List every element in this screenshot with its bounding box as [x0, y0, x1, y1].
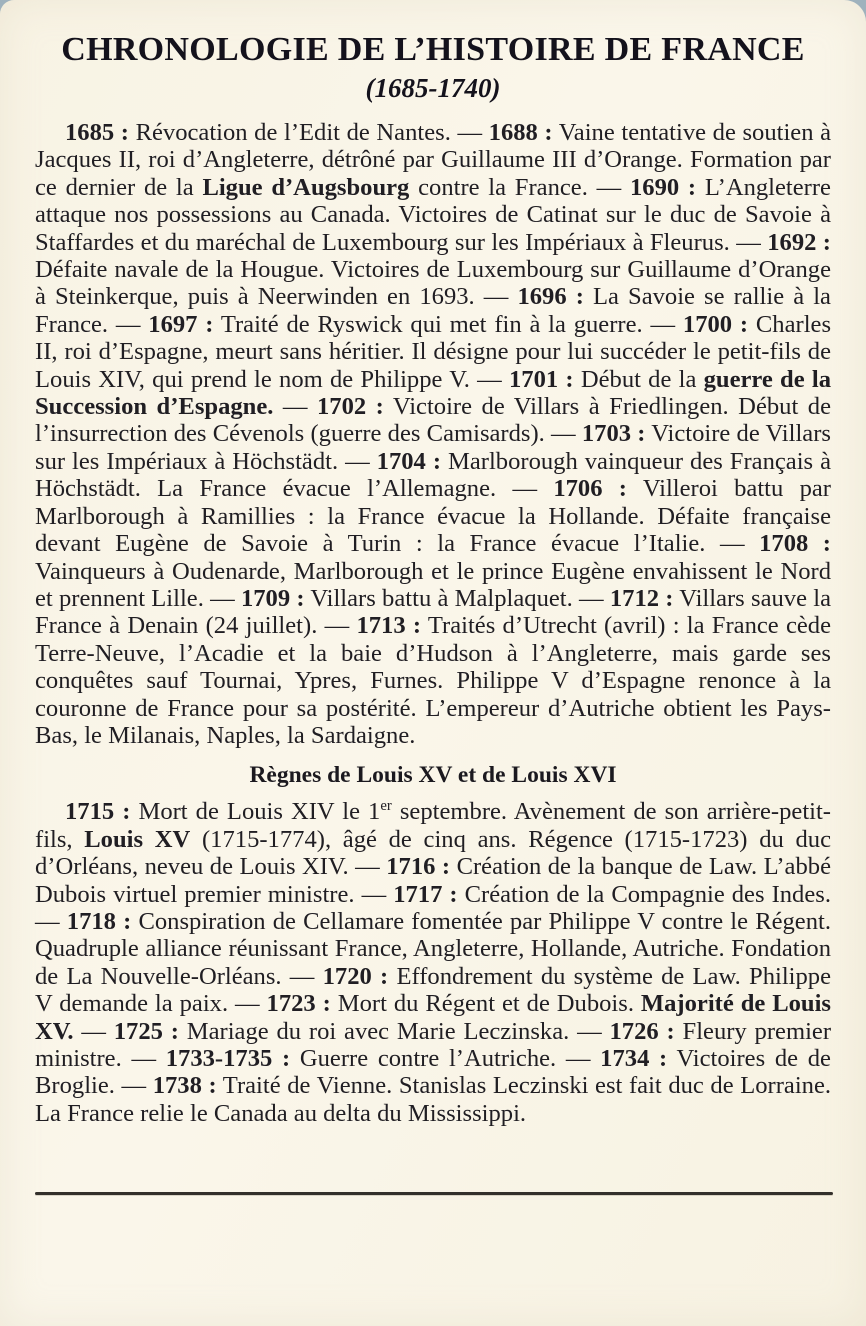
paragraph-1685-1713: 1685 : Révocation de l’Edit de Nantes. — 1688 : Vaine tentative de soutien à Jacques II, roi d’Angleterre, détrôné par Guillaume III d’Orange. Formation par ce dernier de la Ligue d’Augsbourg contre la France. — 1690 : L’Angleterre attaque nos possessions au Canada. Victoires de Catinat sur le duc de Savoie à Staffardes et du maréchal de Luxembourg sur les Impériaux à Fleurus. — 1692 : Défaite navale de la Hougue. Victoires de Luxembourg sur Guillaume d’Orange à Steinkerque, puis à Neerwinden en 1693. — 1696 : La Savoie se rallie à la France. — 1697 : Traité de Ryswick qui met fin à la guerre. — 1700 : Charles II, roi d’Espagne, meurt sans héritier. Il désigne pour lui succéder le petit-fils de Louis XIV, qui prend le nom de Philippe V. — 1701 : Début de la guerre de la Succession d’Espagne. — 1702 : Victoire de Villars à Friedlingen. Début de l’insurrection des Cévenols (guerre des Camisards). — 1703 : Victoire de Villars sur les Impériaux à Höchstädt. — 1704 : Marlborough vainqueur des Français à Höchstädt. La France évacue l’Allemagne. — 1706 : Villeroi battu par Marlborough à Ramillies : la France évacue la Hollande. Défaite française devant Eugène de Savoie à Turin : la France évacue l’Italie. — 1708 : Vainqueurs à Oudenarde, Marlborough et le prince Eugène envahissent le Nord et prennent Lille. — 1709 : Villars battu à Malplaquet. — 1712 : Villars sauve la France à Denain (24 juillet). — 1713 : Traités d’Utrecht (avril) : la France cède Terre-Neuve, l’Acadie et la baie d’Hudson à l’Angleterre, mais garde ses conquêtes sauf Tournai, Ypres, Furnes. Philippe V d’Espagne renonce à la couronne de France pour sa postérité. L’empereur d’Autriche obtient les Pays-Bas, le Milanais, Naples, la Sardaigne.: [35, 119, 832, 749]
bottom-rule: [35, 1192, 833, 1195]
page-title: CHRONOLOGIE DE L’HISTOIRE DE FRANCE: [61, 31, 805, 68]
paragraph-1715-1738: 1715 : Mort de Louis XIV le 1er septembre. Avènement de son arrière-petit-fils, Louis XV (1715-1774), âgé de cinq ans. Régence (1715-1723) du duc d’Orléans, neveu de Louis XIV. — 1716 : Création de la banque de Law. L’abbé Dubois virtuel premier ministre. — 1717 : Création de la Compagnie des Indes. — 1718 : Conspiration de Cellamare fomentée par Philippe V contre le Régent. Quadruple alliance réunissant France, Angleterre, Hollande, Autriche. Fondation de La Nouvelle-Orléans. — 1720 : Effondrement du système de Law. Philippe V demande la paix. — 1723 : Mort du Régent et de Dubois. Majorité de Louis XV. — 1725 : Mariage du roi avec Marie Leczinska. — 1726 : Fleury premier ministre. — 1733-1735 : Guerre contre l’Autriche. — 1734 : Victoires de de Broglie. — 1738 : Traité de Vienne. Stanislas Leczinski est fait duc de Lorraine. La France relie le Canada au delta du Mississippi.: [35, 798, 832, 1127]
reigns-section-heading: Règnes de Louis XV et de Louis XVI: [249, 762, 617, 789]
chronology-section-1715-1738: [35, 798, 831, 1127]
chronology-section-1685-1713: [35, 119, 831, 749]
page-subtitle: (1685-1740): [365, 73, 501, 103]
